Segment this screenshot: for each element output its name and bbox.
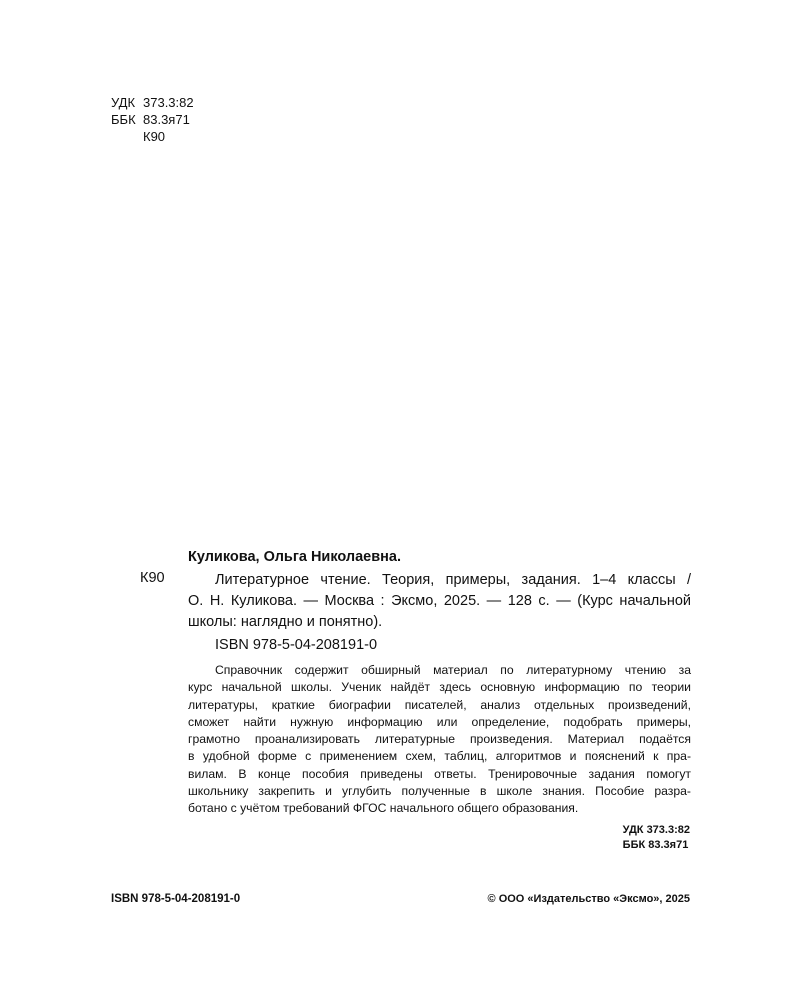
bbk-value: 83.3я71 [143,112,190,127]
bbk-row [111,111,194,128]
biblio-line: Литературное чтение. Теория, примеры, задания. 1–4 классы / [215,572,691,588]
bottom-classification-codes [623,823,690,853]
annotation-line: в удобной форме с применением схем, таблиц, алгоритмов и пояснений к пра- [188,749,691,764]
udk-value: 373.3:82 [143,95,194,110]
author-heading: Куликова, Ольга Николаевна. [188,549,402,565]
annotation-line: курс начальной школы. Ученик найдёт здесь основную информацию по теории [188,680,691,695]
udk-label: УДК [111,95,136,110]
udk-row [111,94,194,111]
footer-copyright: © ООО «Издательство «Эксмо», 2025 [487,893,690,905]
bibliographic-description [188,570,691,633]
bottom-udk: УДК 373.3:82 [622,824,690,836]
biblio-line: О. Н. Куликова. — Москва : Эксмо, 2025. — 128 с. — (Курс начальной [188,593,691,609]
annotation-line: Справочник содержит обширный материал по литературному чтению за [215,663,691,677]
bottom-bbk: ББК 83.3я71 [622,839,689,851]
annotation-line: ботано с учётом требований ФГОС начального общего образования. [188,801,579,816]
biblio-line: школы: наглядно и понятно). [188,614,383,630]
annotation-line: школьнику закрепить и углубить полученные в школе знания. Пособие разра- [188,784,691,799]
annotation-line: литературы, краткие биографии писателей, анализ отдельных произведений, [188,697,691,712]
annotation-line: вилам. В конце пособия приведены ответы. Тренировочные задания помогут [188,766,691,781]
classification-codes [111,94,194,145]
bbk-label: ББК [111,112,136,127]
annotation-line: сможет найти нужную информацию или определение, подобрать примеры, [188,714,691,729]
author-sign: К90 [143,129,166,144]
annotation [188,662,691,818]
footer-isbn: ISBN 978-5-04-208191-0 [111,893,241,905]
biblio-author-sign: К90 [140,570,165,586]
annotation-line: грамотно проанализировать литературные произведения. Материал подаётся [188,732,691,747]
isbn: ISBN 978-5-04-208191-0 [215,637,378,653]
